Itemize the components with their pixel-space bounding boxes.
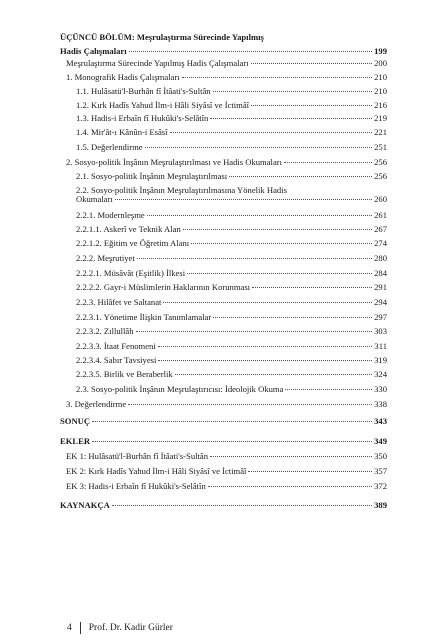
toc-leader-dots bbox=[115, 198, 372, 200]
toc-entry-line bbox=[60, 416, 387, 426]
toc-entry-page: 219 bbox=[374, 113, 387, 123]
toc-entry bbox=[60, 86, 387, 96]
toc-entry bbox=[60, 282, 387, 292]
footer-separator bbox=[80, 622, 81, 634]
toc-leader-dots bbox=[129, 50, 373, 52]
toc-entry-line bbox=[76, 326, 387, 336]
toc-leader-dots bbox=[284, 161, 372, 163]
toc-entry-line bbox=[60, 46, 387, 56]
toc-entry-line bbox=[66, 58, 387, 68]
toc-entry-page: 256 bbox=[374, 171, 387, 181]
toc-entry-line bbox=[76, 312, 387, 322]
toc-entry-title: 2.2.1. Modernleşme bbox=[76, 210, 145, 220]
toc-entry-title: 1.1. Hulâsatü'l-Burhân fî İtâati's-Sultân bbox=[76, 86, 211, 96]
toc-entry-title: SONUÇ bbox=[60, 416, 91, 426]
toc-entry-title: 2.2.3.3. İtaat Fenomeni bbox=[76, 341, 156, 351]
toc-leader-dots bbox=[208, 485, 372, 487]
toc-entry bbox=[60, 451, 387, 461]
toc-leader-dots bbox=[136, 330, 373, 332]
toc-entry-page: 338 bbox=[374, 399, 387, 409]
toc-entry-line bbox=[66, 481, 387, 491]
toc-entry-line bbox=[76, 355, 387, 365]
toc-entry-title: 1.5. Değerlendirme bbox=[76, 142, 143, 152]
toc-leader-dots bbox=[182, 76, 373, 78]
toc-entry-title: Meşrulaştırma Sürecinde Yapılmış Hadis Çalışmaları bbox=[66, 58, 249, 68]
toc-entry-line bbox=[76, 127, 387, 137]
toc-entry-page: 357 bbox=[374, 466, 387, 476]
toc-entry-page: 311 bbox=[374, 341, 387, 351]
footer-author: Prof. Dr. Kadir Gürler bbox=[88, 623, 173, 633]
toc-entry bbox=[60, 253, 387, 263]
toc-entry-line bbox=[66, 157, 387, 167]
toc-entry-title: EKLER bbox=[60, 436, 91, 446]
toc-entry-page: 199 bbox=[374, 46, 387, 56]
toc-leader-dots bbox=[251, 62, 373, 64]
toc-entry-page: 280 bbox=[374, 253, 387, 263]
toc-entry bbox=[60, 466, 387, 476]
toc-entry-page: 343 bbox=[374, 416, 387, 426]
toc-leader-dots bbox=[137, 257, 372, 259]
toc-entry-line bbox=[76, 238, 387, 248]
toc-entry bbox=[60, 268, 387, 278]
toc-leader-dots bbox=[210, 117, 372, 119]
toc-leader-dots bbox=[158, 359, 372, 361]
toc-entry bbox=[60, 224, 387, 234]
toc-entry-title: 2. Sosyo-politik İnşânın Meşrulaştırılması ve Hadis Okumaları bbox=[66, 157, 283, 167]
toc-entry-line bbox=[76, 210, 387, 220]
toc-entry bbox=[60, 369, 387, 379]
toc-entry-title: 2.2.3.4. Sabır Tavsiyesi bbox=[76, 355, 157, 365]
toc-entry-page: 200 bbox=[374, 58, 387, 68]
toc-entry bbox=[60, 194, 387, 204]
toc-leader-dots bbox=[175, 373, 372, 375]
toc-entry-title: 2.2.2. Meşrutiyet bbox=[76, 253, 135, 263]
toc-entry bbox=[60, 210, 387, 220]
toc-entry bbox=[60, 355, 387, 365]
toc-entry-page: 330 bbox=[374, 384, 387, 394]
toc-heading bbox=[60, 32, 387, 42]
toc-entry-title: 2.2.3.5. Birlik ve Beraberlik bbox=[76, 369, 173, 379]
toc-entry-page: 389 bbox=[374, 500, 387, 510]
toc-entry-title: 1.3. Hadis-i Erbaîn fî Hukûki's-Selâtîn bbox=[76, 113, 209, 123]
toc-entry-title: 2.2.1.2. Eğitim ve Öğretim Alanı bbox=[76, 238, 190, 248]
toc-entry bbox=[60, 142, 387, 152]
toc-entry bbox=[60, 100, 387, 110]
toc-entry bbox=[60, 238, 387, 248]
toc-leader-dots bbox=[229, 175, 372, 177]
toc-entry-page: 294 bbox=[374, 297, 387, 307]
toc-entry-line bbox=[66, 451, 387, 461]
page-footer bbox=[67, 622, 173, 634]
toc-leader-dots bbox=[191, 242, 372, 244]
toc-leader-dots bbox=[112, 504, 372, 506]
toc-entry-line bbox=[76, 113, 387, 123]
toc-leader-dots bbox=[213, 316, 372, 318]
toc-entry-title: 2.3. Sosyo-politik İnşânın Meşrulaştırıcısı: İdeolojik Okuma bbox=[76, 384, 284, 394]
toc-leader-dots bbox=[213, 90, 373, 92]
toc-entry-line bbox=[76, 224, 387, 234]
toc-leader-dots bbox=[145, 146, 373, 148]
toc-entry-title: EK 3: Hadis-i Erbaîn fî Hukûki's-Selâtîn bbox=[66, 481, 206, 491]
toc-entry-title: 1.4. Mir'ât-ı Kânûn-i Esâsî bbox=[76, 127, 168, 137]
toc-leader-dots bbox=[158, 345, 373, 347]
toc-entry-line bbox=[76, 142, 387, 152]
toc-entry-title: 2.2.3.2. Zıllullâh bbox=[76, 326, 134, 336]
toc-entry-page: 372 bbox=[374, 481, 387, 491]
toc-entry bbox=[60, 481, 387, 491]
toc-entry-title: Hadis Çalışmaları bbox=[60, 46, 127, 56]
toc-entry bbox=[60, 127, 387, 137]
toc-entry-title: 1. Monografik Hadis Çalışmaları bbox=[66, 72, 180, 82]
toc-leader-dots bbox=[170, 131, 373, 133]
toc-entry-page: 210 bbox=[374, 72, 387, 82]
toc-entry bbox=[60, 297, 387, 307]
toc-entry-page: 350 bbox=[374, 451, 387, 461]
toc-entry-title: 2.2. Sosyo-politik İnşânın Meşrulaştırılmasına Yönelik Hadis bbox=[76, 185, 287, 195]
toc-entry-page: 349 bbox=[374, 436, 387, 446]
toc-entry bbox=[60, 58, 387, 68]
footer-page-number: 4 bbox=[67, 623, 72, 633]
toc-entry-line bbox=[66, 466, 387, 476]
toc-entry-line bbox=[60, 436, 387, 446]
toc-entry bbox=[60, 312, 387, 322]
toc-entry-title: 2.2.1.1. Askerî ve Teknik Alan bbox=[76, 224, 181, 234]
toc-entry-title: Okumaları bbox=[76, 194, 113, 204]
toc-leader-dots bbox=[147, 214, 372, 216]
toc-leader-dots bbox=[285, 388, 372, 390]
toc-entry-line bbox=[76, 100, 387, 110]
toc-entry-page: 210 bbox=[374, 86, 387, 96]
toc-entry-line bbox=[76, 384, 387, 394]
toc-entry-page: 260 bbox=[374, 194, 387, 204]
toc-entry-title: 2.1. Sosyo-politik İnşânın Meşrulaştırılması bbox=[76, 171, 228, 181]
toc-entry-line bbox=[76, 282, 387, 292]
toc-entry-title: 2.2.2.1. Müsâvât (Eşitlik) İlkesi bbox=[76, 268, 186, 278]
toc-entry-title: 2.2.3. Hilâfet ve Saltanat bbox=[76, 297, 162, 307]
toc-entry-page: 267 bbox=[374, 224, 387, 234]
toc-entry-line bbox=[76, 171, 387, 181]
toc-leader-dots bbox=[92, 440, 372, 442]
toc-entry-page: 284 bbox=[374, 268, 387, 278]
toc-entry-page: 297 bbox=[374, 312, 387, 322]
toc-entry-line bbox=[76, 341, 387, 351]
toc-entry-line bbox=[76, 194, 387, 204]
toc-entry-page: 261 bbox=[374, 210, 387, 220]
toc-entry-page: 256 bbox=[374, 157, 387, 167]
toc-entry-title: EK 1: Hulâsatü'l-Burhân fî İtâati's-Sultân bbox=[66, 451, 208, 461]
toc-entry-page: 221 bbox=[374, 127, 387, 137]
toc-entry bbox=[60, 436, 387, 446]
toc-entry bbox=[60, 171, 387, 181]
toc-entry-title: KAYNAKÇA bbox=[60, 500, 110, 510]
toc-entry-page: 324 bbox=[374, 369, 387, 379]
toc-leader-dots bbox=[210, 455, 372, 457]
toc-leader-dots bbox=[163, 301, 372, 303]
toc-leader-dots bbox=[187, 272, 372, 274]
toc-entry-title: 1.2. Kırk Hadîs Yahud İlm-i Hâli Siyâsî ve İctimâî bbox=[76, 100, 250, 110]
toc-entry bbox=[60, 500, 387, 510]
toc-leader-dots bbox=[248, 470, 372, 472]
toc-leader-dots bbox=[128, 403, 372, 405]
toc-entry-title: 2.2.3.1. Yönetime İlişkin Tanımlamalar bbox=[76, 312, 212, 322]
toc-entry-page: 216 bbox=[374, 100, 387, 110]
toc-leader-dots bbox=[92, 420, 372, 422]
toc-entry-line bbox=[76, 86, 387, 96]
toc-entry-line bbox=[76, 253, 387, 263]
toc-entry-line bbox=[76, 369, 387, 379]
toc-entry bbox=[60, 416, 387, 426]
toc-heading-text: ÜÇÜNCÜ BÖLÜM: Meşrulaştırma Sürecinde Yapılmış bbox=[60, 32, 264, 42]
toc-entry-line bbox=[66, 72, 387, 82]
toc-entry bbox=[60, 46, 387, 56]
toc-leader-dots bbox=[251, 104, 372, 106]
toc-entry-line bbox=[60, 500, 387, 510]
toc-entry bbox=[60, 157, 387, 167]
toc-entry-page: 303 bbox=[374, 326, 387, 336]
toc-entry-page: 274 bbox=[374, 238, 387, 248]
toc-entry-page: 319 bbox=[374, 355, 387, 365]
toc-leader-dots bbox=[252, 286, 372, 288]
toc-entry bbox=[60, 326, 387, 336]
toc-entry bbox=[60, 113, 387, 123]
toc-entry bbox=[60, 72, 387, 82]
toc-entry-line bbox=[76, 268, 387, 278]
toc-entry-page: 251 bbox=[374, 142, 387, 152]
toc-entry bbox=[60, 384, 387, 394]
toc-entry-line bbox=[76, 297, 387, 307]
toc-entry-title: 3. Değerlendirme bbox=[66, 399, 127, 409]
toc-entry-title: 2.2.2.2. Gayr-i Müslimlerin Haklarının Korunması bbox=[76, 282, 251, 292]
toc-entry bbox=[60, 399, 387, 409]
toc-entry-page: 291 bbox=[374, 282, 387, 292]
toc-leader-dots bbox=[183, 228, 372, 230]
toc-entry-line bbox=[66, 399, 387, 409]
toc-entry bbox=[60, 341, 387, 351]
toc-entry-title: EK 2: Kırk Hadîs Yahud İlm-i Hâli Siyâsî ve İctimâî bbox=[66, 466, 247, 476]
